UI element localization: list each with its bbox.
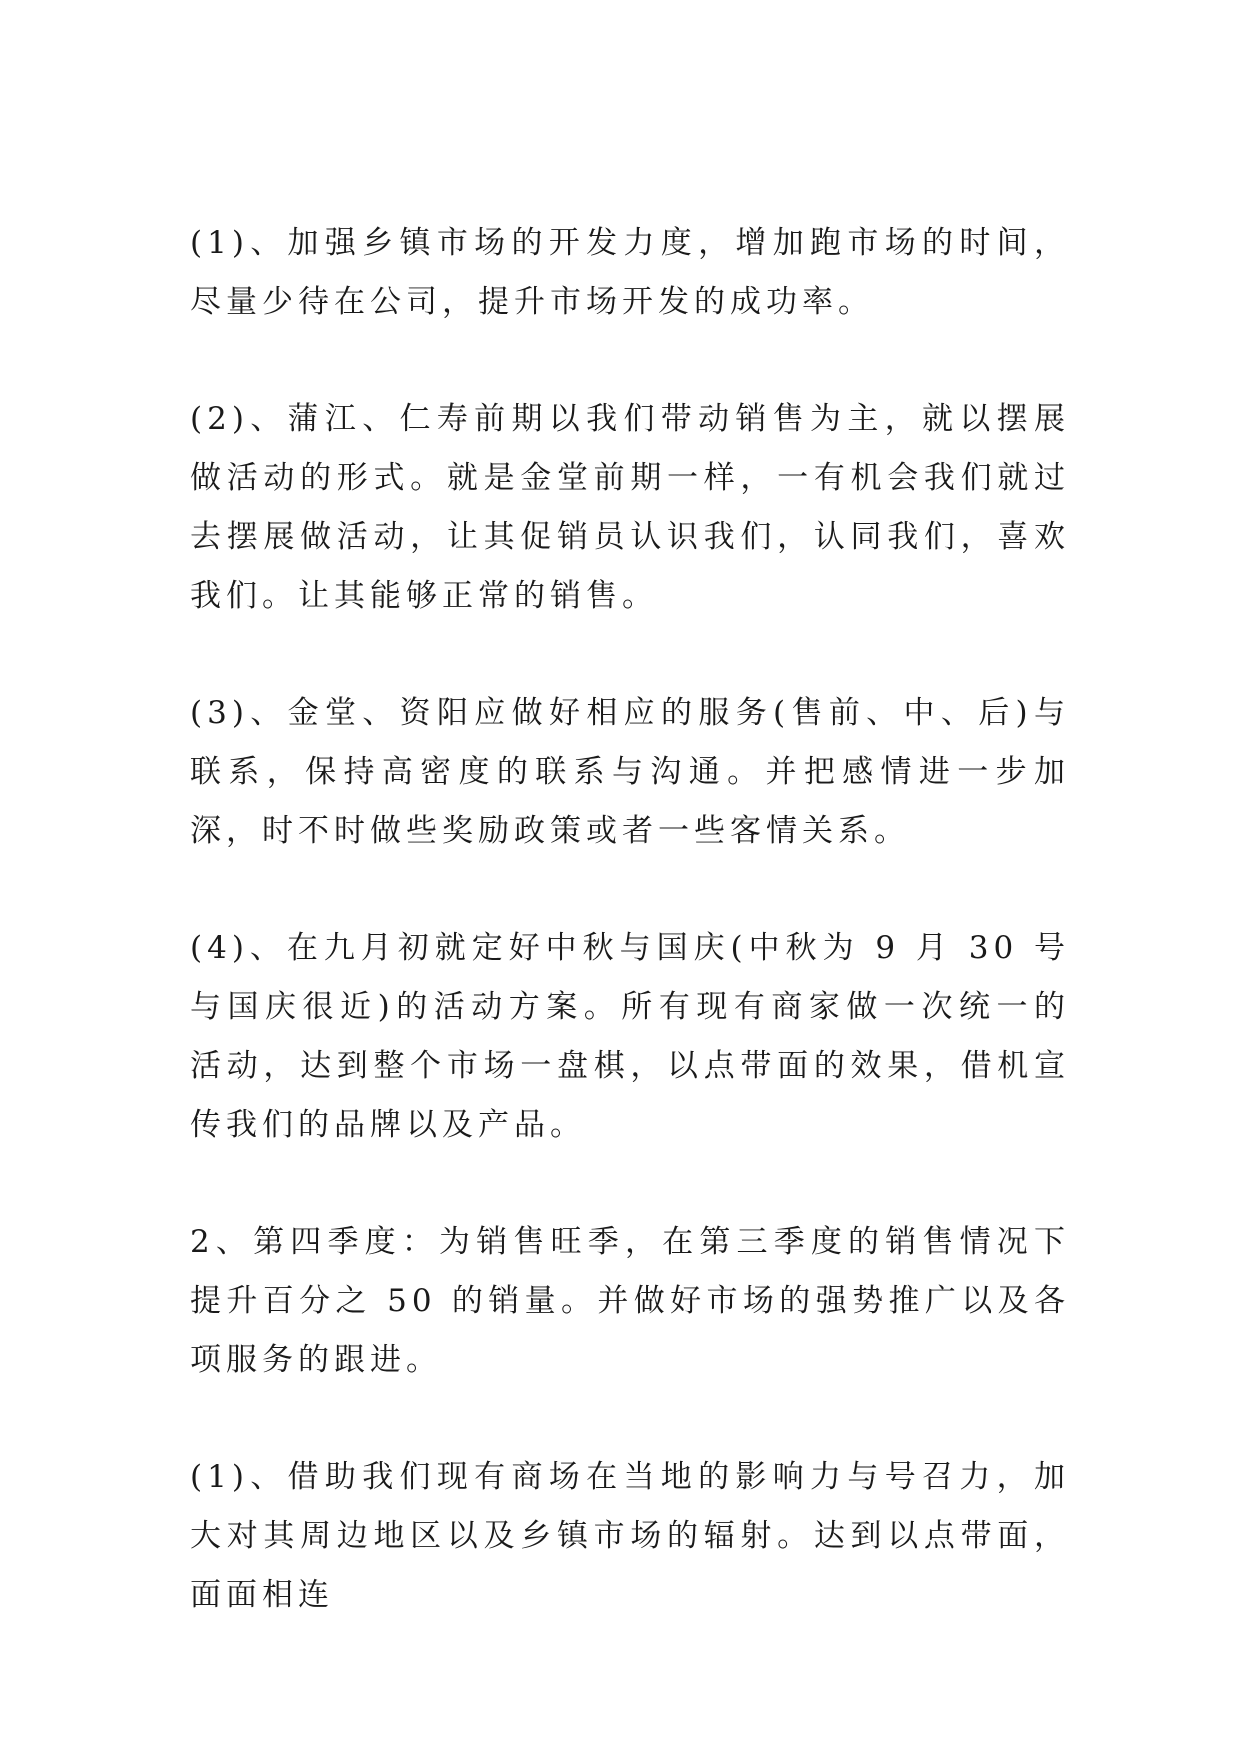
paragraph-3: (3)、金堂、资阳应做好相应的服务(售前、中、后)与联系，保持高密度的联系与沟通。并把感情进一步加深，时不时做些奖励政策或者一些客情关系。 xyxy=(190,695,1070,849)
paragraph-5: 2、第四季度：为销售旺季，在第三季度的销售情况下提升百分之 50 的销量。并做好市场的强势推广以及各项服务的跟进。 xyxy=(190,1224,1070,1378)
document-body xyxy=(190,214,1070,1683)
paragraph-4: (4)、在九月初就定好中秋与国庆(中秋为 9 月 30 号与国庆很近)的活动方案。所有现有商家做一次统一的活动，达到整个市场一盘棋，以点带面的效果，借机宣传我们的品牌以及产品。 xyxy=(190,930,1070,1143)
paragraph-1: (1)、加强乡镇市场的开发力度，增加跑市场的时间，尽量少待在公司，提升市场开发的成功率。 xyxy=(190,225,1070,320)
paragraph-2: (2)、蒲江、仁寿前期以我们带动销售为主，就以摆展做活动的形式。就是金堂前期一样，一有机会我们就过去摆展做活动，让其促销员认识我们，认同我们，喜欢我们。让其能够正常的销售。 xyxy=(190,401,1070,614)
paragraph-6: (1)、借助我们现有商场在当地的影响力与号召力，加大对其周边地区以及乡镇市场的辐射。达到以点带面，面面相连 xyxy=(190,1459,1070,1613)
